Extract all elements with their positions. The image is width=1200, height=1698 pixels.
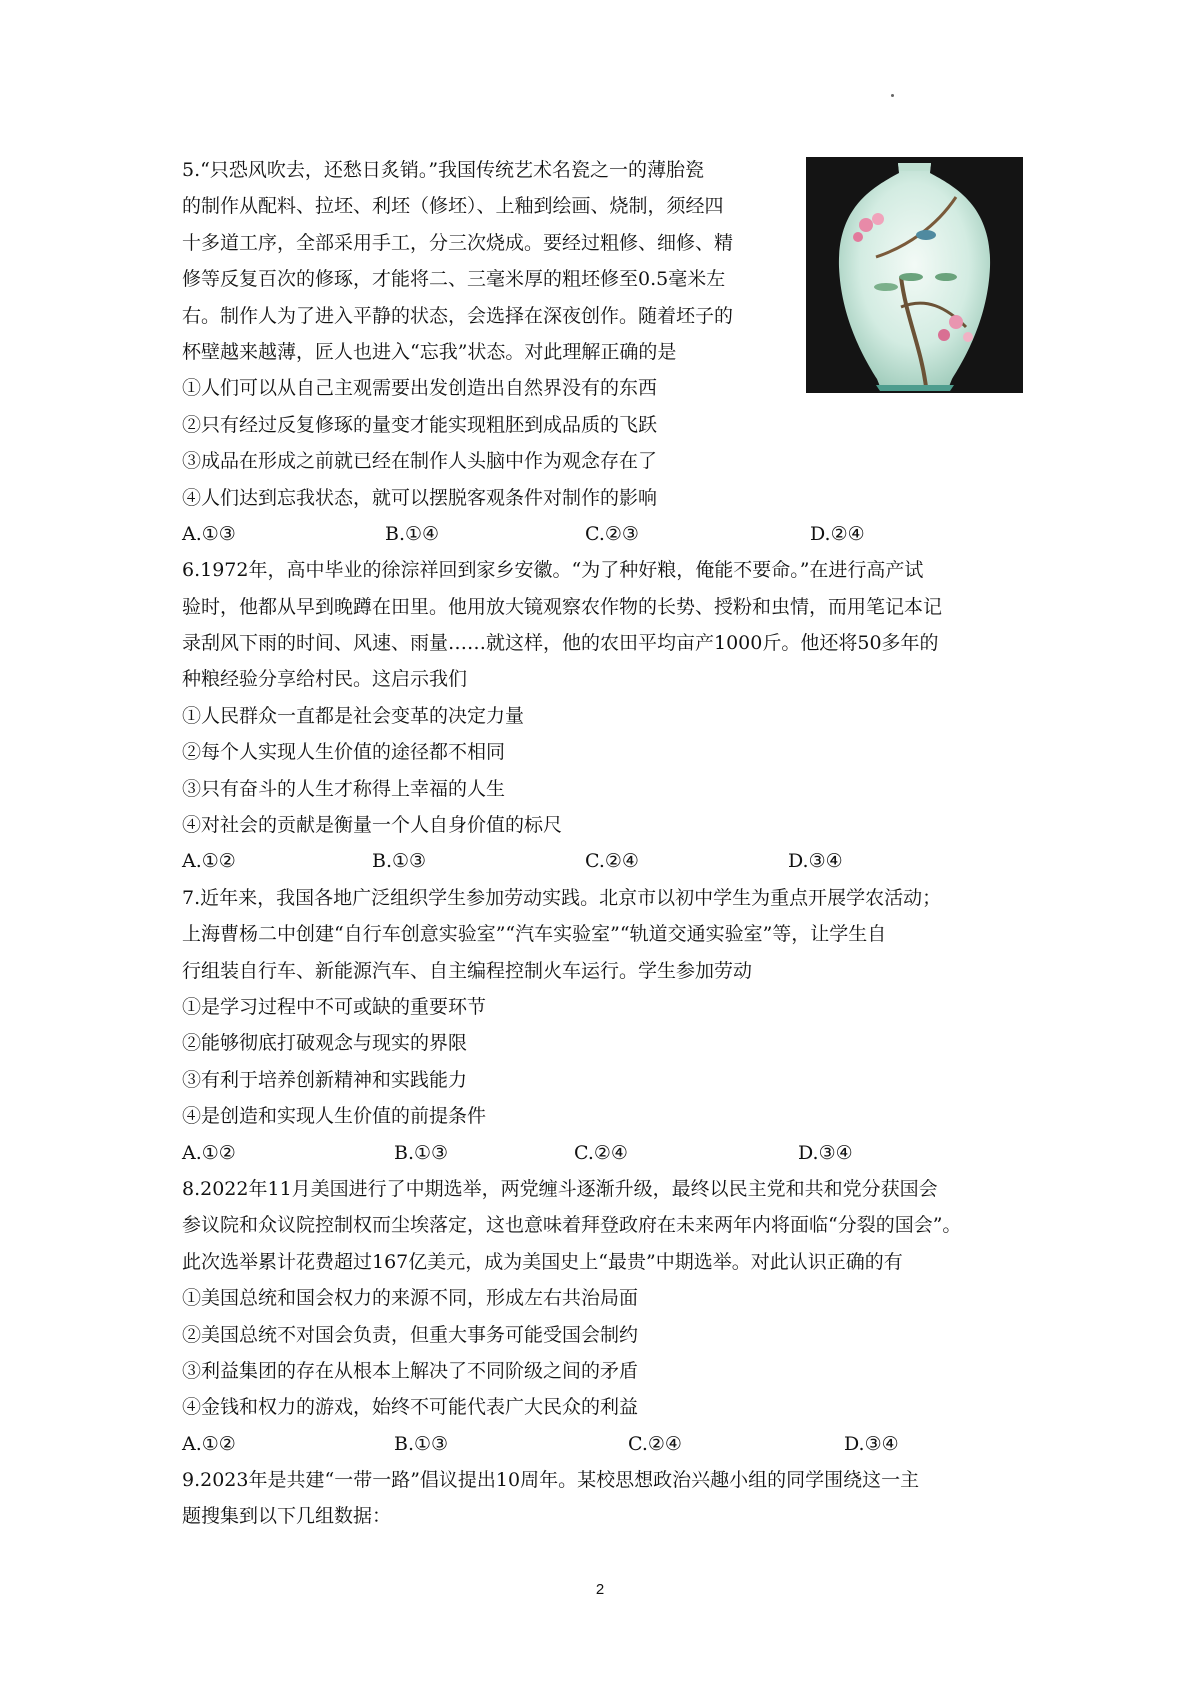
q6-option-a: A.①② xyxy=(182,850,236,873)
q8-statement-4: ④金钱和权力的游戏，始终不可能代表广大民众的利益 xyxy=(182,1396,639,1419)
q7-statement-2: ②能够彻底打破观念与现实的界限 xyxy=(182,1032,468,1055)
q8-option-d: D.③④ xyxy=(844,1432,899,1455)
q7-option-c: C.②④ xyxy=(574,1141,628,1164)
q6-line-1: 6.1972年，高中毕业的徐淙祥回到家乡安徽。“为了种好粮，俺能不要命。”在进行高产试 xyxy=(182,559,924,582)
q7-line-3: 行组装自行车、新能源汽车、自主编程控制火车运行。学生参加劳动 xyxy=(182,959,753,982)
q6-statement-2: ②每个人实现人生价值的途径都不相同 xyxy=(182,741,506,764)
q6-statement-4: ④对社会的贡献是衡量一个人自身价值的标尺 xyxy=(182,814,563,837)
q5-line-3: 十多道工序，全部采用手工，分三次烧成。要经过粗修、细修、精 xyxy=(182,231,734,254)
q5-option-a: A.①③ xyxy=(182,522,236,545)
q5-options xyxy=(182,516,1042,552)
q7-line-2: 上海曹杨二中创建“自行车创意实验室”“汽车实验室”“轨道交通实验室”等，让学生自 xyxy=(182,923,887,946)
questions xyxy=(182,152,1042,1535)
q6-option-d: D.③④ xyxy=(788,850,843,873)
q6-line-3: 录刮风下雨的时间、风速、雨量……就这样，他的农田平均亩产1000斤。他还将50多年的 xyxy=(182,632,939,655)
q5-option-d: D.②④ xyxy=(810,522,865,545)
q8-line-2: 参议院和众议院控制权而尘埃落定，这也意味着拜登政府在未来两年内将面临“分裂的国会”。 xyxy=(182,1214,962,1237)
q7-statement-1: ①是学习过程中不可或缺的重要环节 xyxy=(182,995,487,1018)
q8-statement-1: ①美国总统和国会权力的来源不同，形成左右共治局面 xyxy=(182,1287,639,1310)
page-number: 2 xyxy=(595,1581,605,1598)
q5-line-7: ①人们可以从自己主观需要出发创造出自然界没有的东西 xyxy=(182,377,658,400)
q7-option-a: A.①② xyxy=(182,1141,236,1164)
q5-statement-1: ②只有经过反复修琢的量变才能实现粗胚到成品质的飞跃 xyxy=(182,413,658,436)
q5-line-1: 5.“只恐风吹去，还愁日炙销。”我国传统艺术名瓷之一的薄胎瓷 xyxy=(182,159,705,181)
q8-line-3: 此次选举累计花费超过167亿美元，成为美国史上“最贵”中期选举。对此认识正确的有 xyxy=(182,1250,903,1273)
q6-line-4: 种粮经验分享给村民。这启示我们 xyxy=(182,668,468,691)
q6-statement-1: ①人民群众一直都是社会变革的决定力量 xyxy=(182,704,525,727)
q8-line-1: 8.2022年11月美国进行了中期选举，两党缠斗逐渐升级，最终以民主党和共和党分获国会 xyxy=(182,1177,938,1200)
q8-statement-2: ②美国总统不对国会负责，但重大事务可能受国会制约 xyxy=(182,1323,639,1346)
q7-option-d: D.③④ xyxy=(798,1141,853,1164)
q6-line-2: 验时，他都从早到晚蹲在田里。他用放大镜观察农作物的长势、授粉和虫情，而用笔记本记 xyxy=(182,595,943,618)
q7-options xyxy=(182,1135,1042,1171)
q7-statement-3: ③有利于培养创新精神和实践能力 xyxy=(182,1068,468,1091)
q8-options xyxy=(182,1426,1042,1462)
q7-line-1: 7.近年来，我国各地广泛组织学生参加劳动实践。北京市以初中学生为重点开展学农活动； xyxy=(182,886,942,909)
q5-option-b: B.①④ xyxy=(385,522,440,545)
q7-statement-4: ④是创造和实现人生价值的前提条件 xyxy=(182,1105,487,1128)
q5-line-2: 的制作从配料、拉坯、利坯（修坯）、上釉到绘画、烧制，须经四 xyxy=(182,195,724,218)
q5-option-c: C.②③ xyxy=(585,522,639,545)
q6-statement-3: ③只有奋斗的人生才称得上幸福的人生 xyxy=(182,777,506,800)
q5-statement-3: ④人们达到忘我状态，就可以摆脱客观条件对制作的影响 xyxy=(182,486,658,509)
q5-line-5: 右。制作人为了进入平静的状态，会选择在深夜创作。随着坯子的 xyxy=(182,304,734,327)
scan-dot xyxy=(891,94,894,97)
q5-line-6: 杯壁越来越薄，匠人也进入“忘我”状态。对此理解正确的是 xyxy=(182,340,677,363)
q9-line-1: 9.2023年是共建“一带一路”倡议提出10周年。某校思想政治兴趣小组的同学围绕这一主 xyxy=(182,1469,920,1492)
q5-statement-2: ③成品在形成之前就已经在制作人头脑中作为观念存在了 xyxy=(182,450,658,473)
q9-line-2: 题搜集到以下几组数据： xyxy=(182,1505,392,1528)
q6-option-b: B.①③ xyxy=(372,850,427,873)
q8-option-b: B.①③ xyxy=(394,1432,449,1455)
q6-options xyxy=(182,843,1042,879)
q5-line-4: 修等反复百次的修琢，才能将二、三毫米厚的粗坯修至0.5毫米左 xyxy=(182,268,726,291)
q8-option-a: A.①② xyxy=(182,1432,236,1455)
q7-option-b: B.①③ xyxy=(394,1141,449,1164)
q8-statement-3: ③利益集团的存在从根本上解决了不同阶级之间的矛盾 xyxy=(182,1359,639,1382)
q8-option-c: C.②④ xyxy=(628,1432,682,1455)
q6-option-c: C.②④ xyxy=(585,850,639,873)
